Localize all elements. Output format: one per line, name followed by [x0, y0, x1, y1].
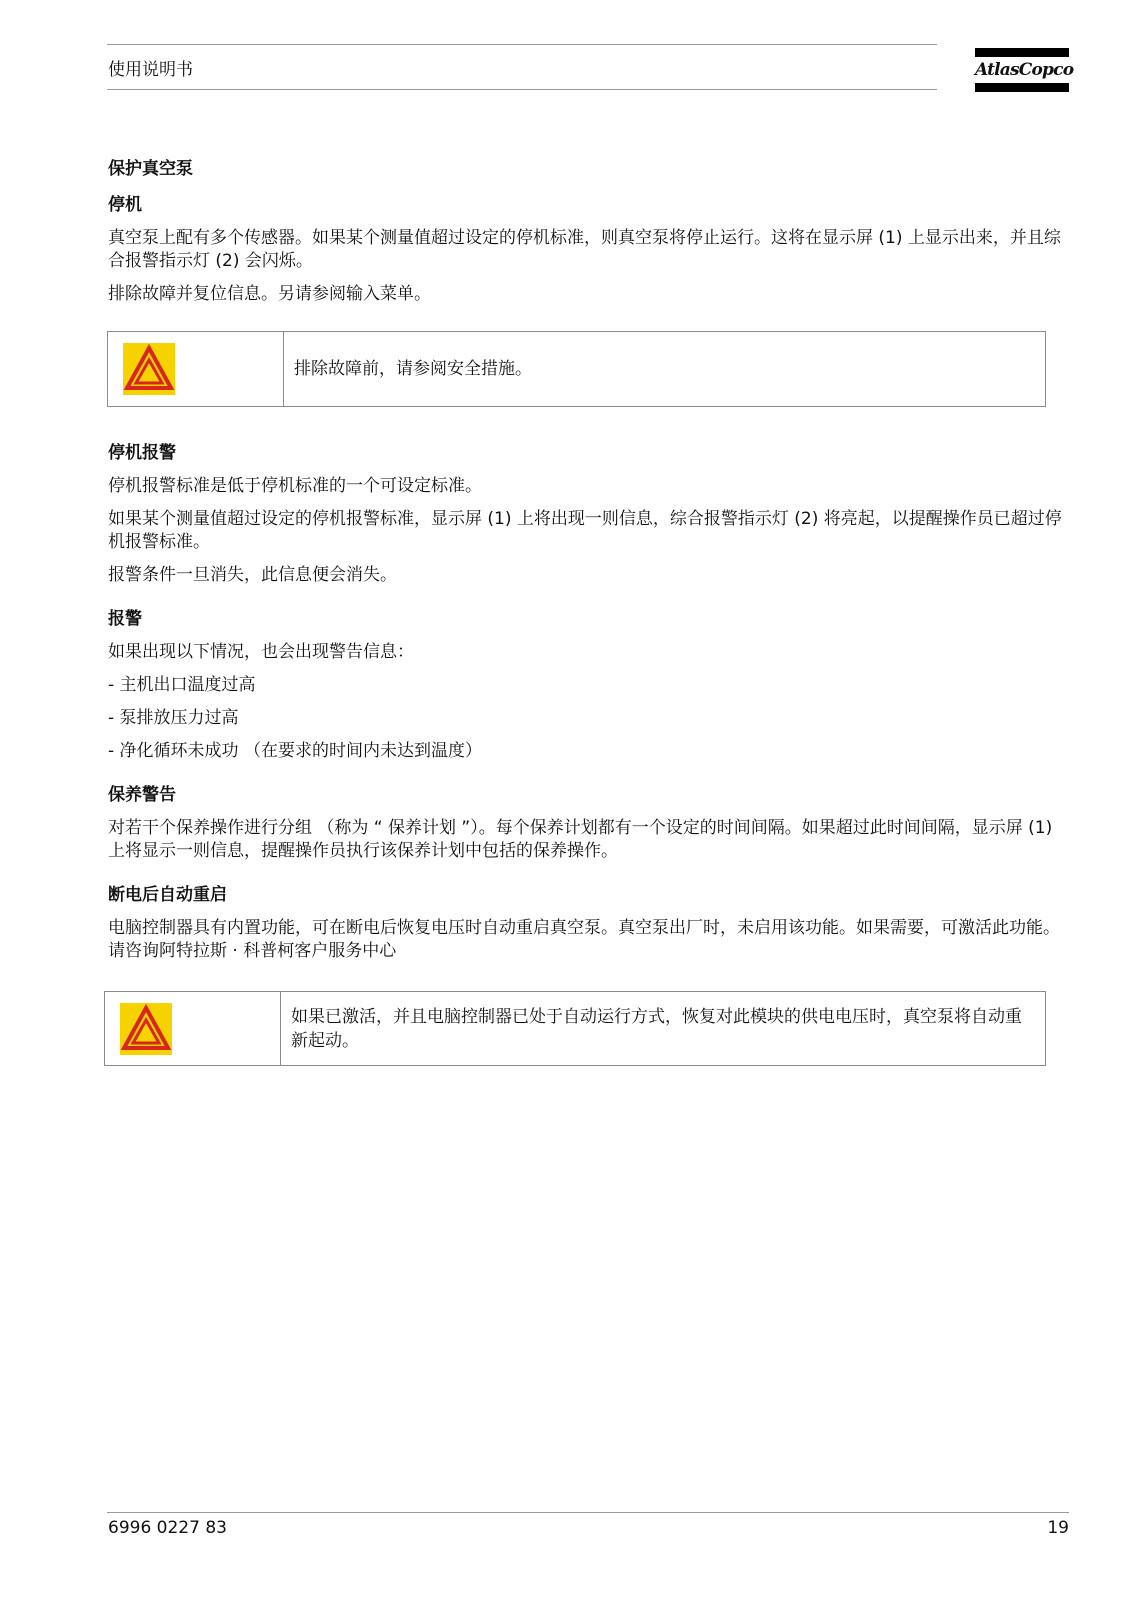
- logo-text: AtlasCopco: [975, 60, 1074, 80]
- warning-list-item: - 泵排放压力过高: [108, 708, 239, 728]
- section-title-shutdown: 停机: [108, 195, 142, 215]
- section-title-shutdown-warning: 停机报警: [108, 443, 176, 463]
- page-content-middle: [108, 441, 1068, 963]
- note-icon-cell: [105, 992, 281, 1065]
- page-content: [108, 157, 1068, 306]
- header-top-rule: [107, 44, 937, 45]
- service-warning-paragraph: 对若干个保养操作进行分组 （称为 “ 保养计划 ”）。每个保养计划都有一个设定的时间间隔。如果超过此时间间隔，显示屏 (1) 上将显示一则信息，提醒操作员执行该保养计划中包括的保养操作。: [108, 818, 1053, 861]
- warning-intro: 如果出现以下情况，也会出现警告信息：: [108, 642, 414, 662]
- footer-rule: [107, 1512, 1069, 1513]
- shutdown-warning-paragraph-1: 停机报警标准是低于停机标准的一个可设定标准。: [108, 476, 482, 496]
- shutdown-warning-paragraph-2: 如果某个测量值超过设定的停机报警标准，显示屏 (1) 上将出现一则信息，综合报警指示灯 (2) 将亮起，以提醒操作员已超过停机报警标准。: [108, 509, 1062, 552]
- note-icon-cell: [108, 332, 284, 406]
- note-text-shutdown: 排除故障前，请参阅安全措施。: [294, 359, 532, 379]
- logo-top-bar: [975, 48, 1069, 57]
- footer-page-number: 19: [1047, 1518, 1069, 1538]
- note-box-auto-restart: [104, 991, 1046, 1066]
- section-title-service-warning: 保养警告: [108, 785, 176, 805]
- section-title-warning: 报警: [108, 609, 142, 629]
- section-title-auto-restart: 断电后自动重启: [108, 885, 227, 905]
- note-text-auto-restart: 如果已激活，并且电脑控制器已处于自动运行方式，恢复对此模块的供电电压时，真空泵将自动重新起动。: [291, 1006, 1022, 1051]
- note-box-shutdown: [107, 331, 1046, 407]
- warning-list-item: - 净化循环未成功 （在要求的时间内未达到温度）: [108, 741, 482, 761]
- header-bottom-rule: [107, 89, 937, 90]
- shutdown-paragraph-1: 真空泵上配有多个传感器。如果某个测量值超过设定的停机标准，则真空泵将停止运行。这将在显示屏 (1) 上显示出来，并且综合报警指示灯 (2) 会闪烁。: [108, 228, 1061, 271]
- footer-doc-number: 6996 0227 83: [108, 1518, 227, 1538]
- section-title-protect: 保护真空泵: [108, 159, 193, 179]
- header-title: 使用说明书: [108, 60, 193, 80]
- shutdown-paragraph-2: 排除故障并复位信息。另请参阅输入菜单。: [108, 284, 431, 304]
- auto-restart-paragraph: 电脑控制器具有内置功能，可在断电后恢复电压时自动重启真空泵。真空泵出厂时，未启用该功能。如果需要，可激活此功能。请咨询阿特拉斯 · 科普柯客户服务中心: [108, 918, 1060, 961]
- warning-triangle-icon: [120, 1003, 172, 1055]
- atlas-copco-logo: [975, 48, 1074, 94]
- warning-triangle-icon: [123, 343, 175, 395]
- logo-bottom-bar: [975, 83, 1069, 92]
- warning-list-item: - 主机出口温度过高: [108, 675, 256, 695]
- shutdown-warning-paragraph-3: 报警条件一旦消失，此信息便会消失。: [108, 565, 397, 585]
